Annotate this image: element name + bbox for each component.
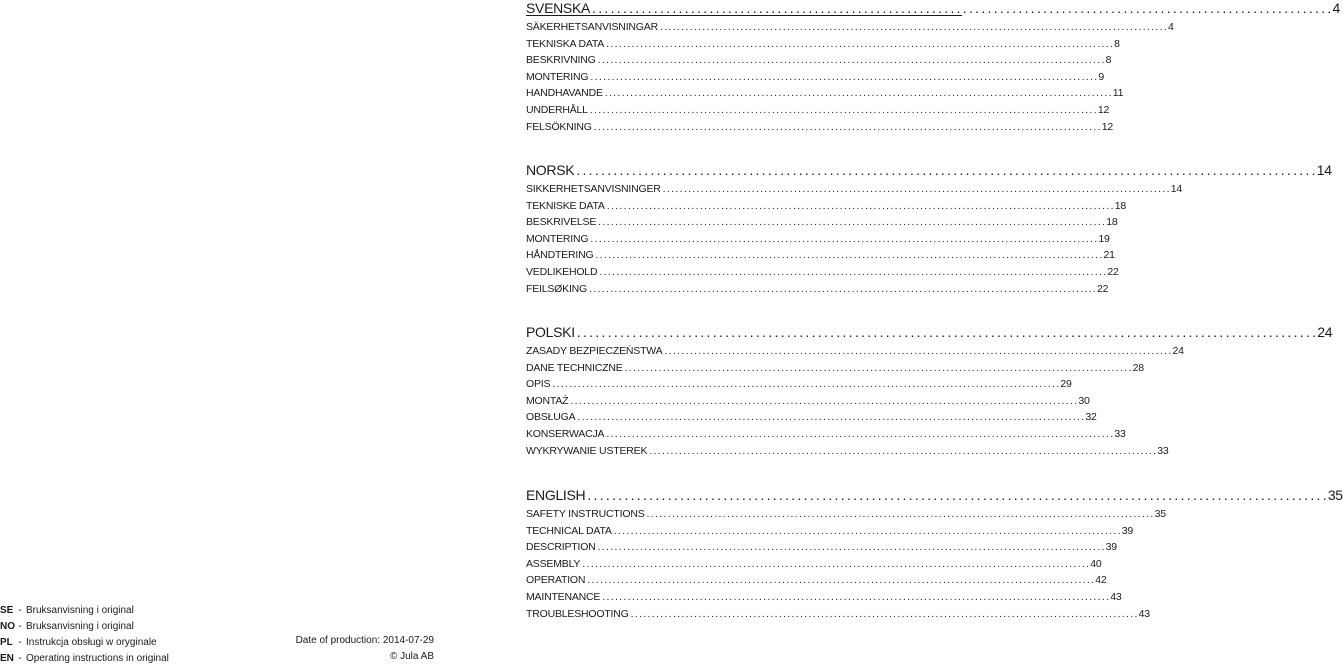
language-item	[0, 651, 300, 667]
toc-entry[interactable]	[526, 119, 1113, 136]
copyright-notice: © Jula AB	[389, 651, 434, 662]
toc-entry-label: MONTERING	[526, 232, 589, 245]
toc-heading-page: 4	[1332, 0, 1340, 16]
toc-heading-page: 35	[1327, 487, 1343, 503]
toc-heading-label: ENGLISH	[526, 487, 586, 503]
toc-entry-page: 33	[1114, 427, 1126, 440]
toc-section-polski	[526, 321, 1333, 459]
toc-entry-label: VEDLIKEHOLD	[526, 265, 598, 278]
language-separator: -	[18, 637, 22, 648]
toc-entry[interactable]	[526, 523, 1133, 540]
toc-entry-page: 12	[1101, 120, 1113, 133]
toc-entry-label: KONSERWACJA	[526, 427, 605, 440]
date-of-production: Date of production: 2014-07-29	[295, 635, 434, 646]
toc-section-heading[interactable]	[526, 321, 1333, 343]
toc-entry-page: 39	[1121, 524, 1133, 537]
toc-entry-label: HANDHAVANDE	[526, 87, 603, 100]
toc-entry-page: 22	[1097, 282, 1109, 295]
toc-entry-page: 14	[1170, 183, 1182, 195]
toc-entry[interactable]	[526, 231, 1110, 248]
toc-entry-page: 8	[1114, 37, 1120, 50]
toc-entry[interactable]	[526, 426, 1126, 443]
toc-heading-label: NORSK	[526, 162, 575, 178]
language-list	[0, 603, 300, 667]
toc-entry[interactable]	[526, 506, 1166, 523]
toc-entry[interactable]	[526, 606, 1150, 623]
toc-section-heading[interactable]	[526, 484, 1343, 506]
toc-entry-label: MONTERING	[526, 70, 589, 83]
toc-entry-page: 43	[1138, 607, 1150, 620]
toc-entry-page: 8	[1105, 54, 1112, 67]
toc-entry-page: 33	[1157, 444, 1169, 457]
language-code: SE	[0, 605, 14, 616]
toc-entry-label: SAFETY INSTRUCTIONS	[526, 508, 645, 520]
toc-entry-page: 24	[1172, 345, 1184, 357]
toc-entry-label: TECHNICAL DATA	[526, 524, 612, 537]
toc-entry[interactable]	[526, 19, 1174, 36]
toc-entry-page: 30	[1078, 394, 1090, 407]
toc-entry-page: 11	[1112, 87, 1124, 100]
toc-entry-label: WYKRYWANIE USTEREK	[526, 444, 648, 457]
toc-entry-label: MAINTENANCE	[526, 590, 601, 603]
toc-entry[interactable]	[526, 102, 1110, 119]
section-divider	[526, 15, 962, 16]
toc-entry[interactable]	[526, 36, 1120, 53]
toc-entry-page: 32	[1085, 411, 1097, 424]
toc-entry[interactable]	[526, 360, 1144, 377]
language-item	[0, 619, 300, 635]
toc-heading-page: 14	[1316, 162, 1332, 178]
toc-entry[interactable]	[526, 85, 1124, 102]
toc-entry-label: OBSŁUGA	[526, 411, 576, 424]
toc-entry-label: BESKRIVNING	[526, 54, 596, 67]
toc-entry[interactable]	[526, 198, 1127, 215]
toc-entry-label: OPIS	[526, 378, 551, 391]
language-item	[0, 603, 300, 619]
toc-entry[interactable]	[526, 589, 1122, 606]
toc-entry-page: 12	[1097, 103, 1110, 116]
toc-entry-page: 22	[1107, 265, 1119, 278]
toc-entry-label: TEKNISKE DATA	[526, 199, 605, 212]
toc-entry[interactable]	[526, 343, 1184, 360]
language-code: EN	[0, 653, 14, 664]
toc-entry[interactable]	[526, 264, 1119, 281]
toc-entry-page: 21	[1103, 249, 1115, 262]
language-separator: -	[18, 653, 22, 664]
toc-entry-page: 4	[1167, 21, 1174, 33]
toc-entry-page: 39	[1105, 541, 1117, 554]
toc-entry[interactable]	[526, 69, 1105, 86]
toc-entry[interactable]	[526, 556, 1102, 573]
toc-entry[interactable]	[526, 376, 1072, 393]
toc-entry-page: 40	[1090, 557, 1102, 570]
toc-entry[interactable]	[526, 393, 1090, 410]
toc-entry-page: 29	[1060, 378, 1072, 391]
toc-entry-page: 43	[1110, 590, 1122, 603]
toc-heading-label: SVENSKA	[526, 0, 591, 16]
toc-section-heading[interactable]	[526, 159, 1332, 181]
toc-heading-page: 24	[1317, 324, 1333, 340]
toc-entry-page: 18	[1106, 216, 1118, 229]
toc-entry-label: DANE TECHNICZNE	[526, 361, 623, 374]
toc-entry-page: 18	[1114, 199, 1127, 212]
toc-entry[interactable]	[526, 409, 1097, 426]
toc-entry-label: ZASADY BEZPIECZEŃSTWA	[526, 345, 663, 357]
toc-entry-label: HÅNDTERING	[526, 249, 594, 262]
language-code: PL	[0, 637, 13, 648]
toc-entry[interactable]	[526, 443, 1169, 460]
toc-entry-page: 28	[1132, 361, 1144, 374]
language-description: Bruksanvisning i original	[26, 621, 134, 632]
toc-entry[interactable]	[526, 572, 1107, 589]
toc-entry[interactable]	[526, 281, 1109, 298]
toc-entry-label: OPERATION	[526, 574, 586, 587]
toc-heading-label: POLSKI	[526, 324, 575, 340]
toc-section-heading[interactable]	[526, 0, 1340, 19]
toc-entry-page: 35	[1154, 508, 1166, 520]
toc-entry-label: DESCRIPTION	[526, 541, 596, 554]
toc-entry-page: 42	[1095, 574, 1107, 587]
toc-entry-label: MONTAŻ	[526, 394, 569, 407]
language-separator: -	[18, 621, 22, 632]
toc-entry-label: SÄKERHETSANVISNINGAR	[526, 21, 658, 33]
toc-entry-label: ASSEMBLY	[526, 557, 581, 570]
toc-entry[interactable]	[526, 181, 1182, 198]
toc-entry[interactable]	[526, 247, 1115, 264]
toc-entry-label: TEKNISKA DATA	[526, 37, 605, 50]
language-code: NO	[0, 621, 15, 632]
toc-entry-label: SIKKERHETSANVISNINGER	[526, 183, 661, 195]
toc-entry[interactable]	[526, 214, 1118, 231]
toc-entry-label: FEILSØKING	[526, 282, 588, 295]
toc-entry-label: TROUBLESHOOTING	[526, 607, 629, 620]
language-description: Bruksanvisning i original	[26, 605, 134, 616]
toc-entry-label: UNDERHÅLL	[526, 103, 588, 116]
toc-section-svenska	[526, 0, 1340, 135]
language-description: Instrukcja obsługi w oryginale	[26, 637, 157, 648]
toc-entry-label: FELSÖKNING	[526, 120, 592, 133]
language-item	[0, 635, 300, 651]
language-description: Operating instructions in original	[26, 653, 169, 664]
toc-section-english	[526, 484, 1343, 622]
toc-entry-label: BESKRIVELSE	[526, 216, 597, 229]
toc-entry-page: 19	[1098, 232, 1110, 245]
toc-entry[interactable]	[526, 539, 1117, 556]
toc-entry[interactable]	[526, 52, 1112, 69]
toc-entry-page: 9	[1098, 70, 1105, 83]
language-separator: -	[18, 605, 22, 616]
toc-section-norsk	[526, 159, 1332, 297]
